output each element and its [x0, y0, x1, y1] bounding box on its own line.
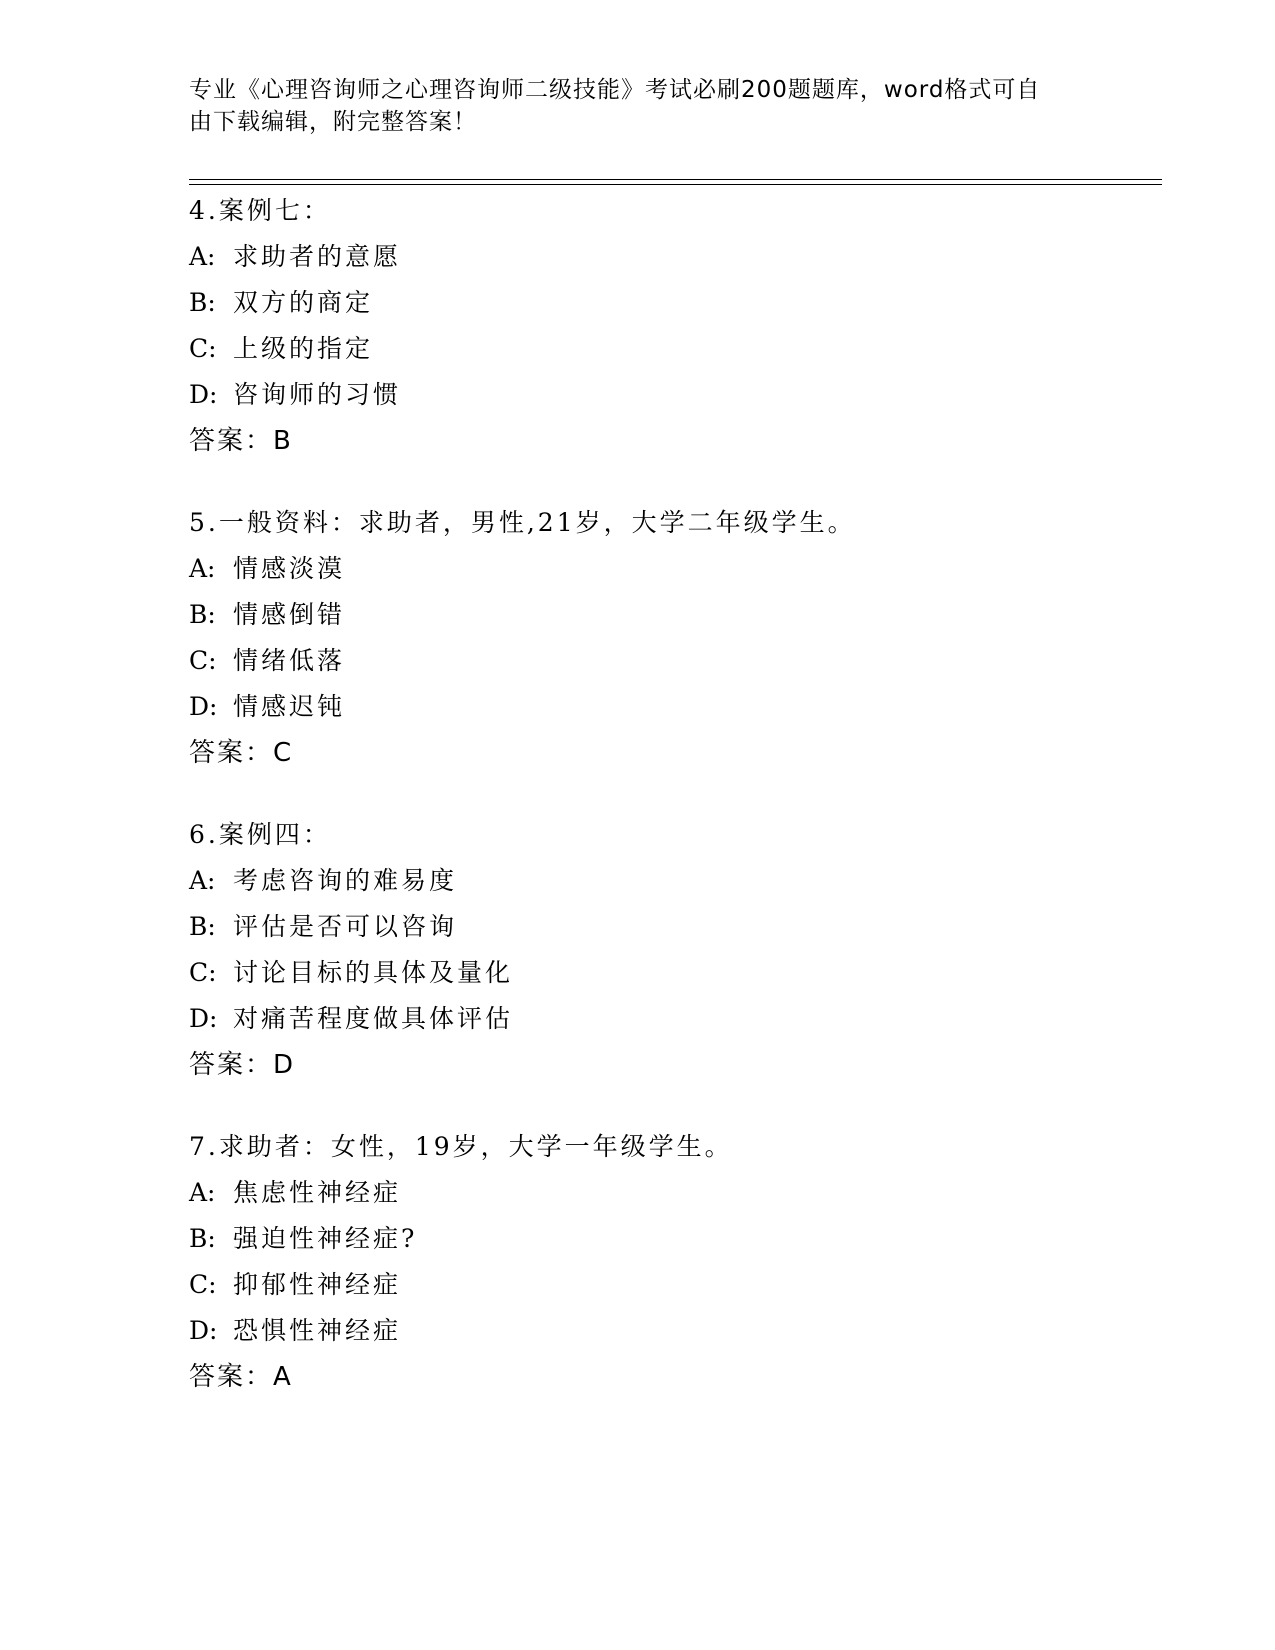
- question-4: [189, 188, 1169, 464]
- option-letter: C:: [189, 646, 217, 675]
- option-c: [189, 1262, 1169, 1308]
- option-letter: D:: [189, 692, 218, 721]
- option-letter: D:: [189, 380, 218, 409]
- option-text: 恐惧性神经症: [233, 1316, 402, 1345]
- question-7: [189, 1124, 1169, 1400]
- header-line-2: 由下载编辑，附完整答案！: [189, 109, 477, 135]
- question-stem: 5.一般资料：求助者，男性,21岁，大学二年级学生。: [189, 508, 856, 537]
- option-letter: B:: [189, 600, 216, 629]
- option-text: 上级的指定: [233, 334, 374, 363]
- question-stem: 6.案例四：: [189, 820, 331, 849]
- header-divider-thin: [189, 184, 1162, 185]
- option-text: 强迫性神经症?: [233, 1224, 418, 1253]
- option-a: [189, 1170, 1169, 1216]
- option-d: [189, 684, 1169, 730]
- option-letter: B:: [189, 912, 216, 941]
- document-header: [189, 74, 1069, 138]
- header-divider-thick: [189, 179, 1162, 180]
- option-a: [189, 858, 1169, 904]
- option-text: 情感倒错: [233, 600, 346, 629]
- option-text: 情感淡漠: [233, 554, 346, 583]
- option-text: 讨论目标的具体及量化: [233, 958, 514, 987]
- option-d: [189, 1308, 1169, 1354]
- answer-line: 答案：B: [189, 426, 293, 456]
- option-letter: C:: [189, 334, 217, 363]
- option-text: 评估是否可以咨询: [233, 912, 458, 941]
- question-list: [189, 188, 1169, 1436]
- option-d: [189, 372, 1169, 418]
- option-a: [189, 234, 1169, 280]
- option-text: 考虑咨询的难易度: [233, 866, 458, 895]
- option-d: [189, 996, 1169, 1042]
- option-b: [189, 1216, 1169, 1262]
- option-a: [189, 546, 1169, 592]
- option-b: [189, 280, 1169, 326]
- option-text: 双方的商定: [233, 288, 374, 317]
- question-6: [189, 812, 1169, 1088]
- option-letter: C:: [189, 1270, 217, 1299]
- option-text: 情绪低落: [233, 646, 346, 675]
- option-letter: C:: [189, 958, 217, 987]
- question-stem: 4.案例七：: [189, 196, 331, 225]
- option-c: [189, 638, 1169, 684]
- option-letter: D:: [189, 1004, 218, 1033]
- answer-line: 答案：A: [189, 1362, 293, 1392]
- option-letter: B:: [189, 1224, 216, 1253]
- option-b: [189, 904, 1169, 950]
- option-c: [189, 326, 1169, 372]
- option-c: [189, 950, 1169, 996]
- option-letter: A:: [189, 242, 216, 271]
- question-stem: 7.求助者：女性，19岁，大学一年级学生。: [189, 1132, 733, 1161]
- option-letter: A:: [189, 1178, 216, 1207]
- option-letter: A:: [189, 554, 216, 583]
- option-text: 求助者的意愿: [233, 242, 402, 271]
- option-text: 咨询师的习惯: [233, 380, 402, 409]
- option-text: 焦虑性神经症: [233, 1178, 402, 1207]
- answer-line: 答案：D: [189, 1050, 296, 1080]
- option-letter: D:: [189, 1316, 218, 1345]
- option-letter: A:: [189, 866, 216, 895]
- option-letter: B:: [189, 288, 216, 317]
- option-text: 对痛苦程度做具体评估: [233, 1004, 514, 1033]
- option-text: 情感迟钝: [233, 692, 346, 721]
- question-5: [189, 500, 1169, 776]
- option-b: [189, 592, 1169, 638]
- option-text: 抑郁性神经症: [233, 1270, 402, 1299]
- header-line-1: 专业《心理咨询师之心理咨询师二级技能》考试必刷200题题库，word格式可自: [189, 77, 1041, 103]
- answer-line: 答案：C: [189, 738, 294, 768]
